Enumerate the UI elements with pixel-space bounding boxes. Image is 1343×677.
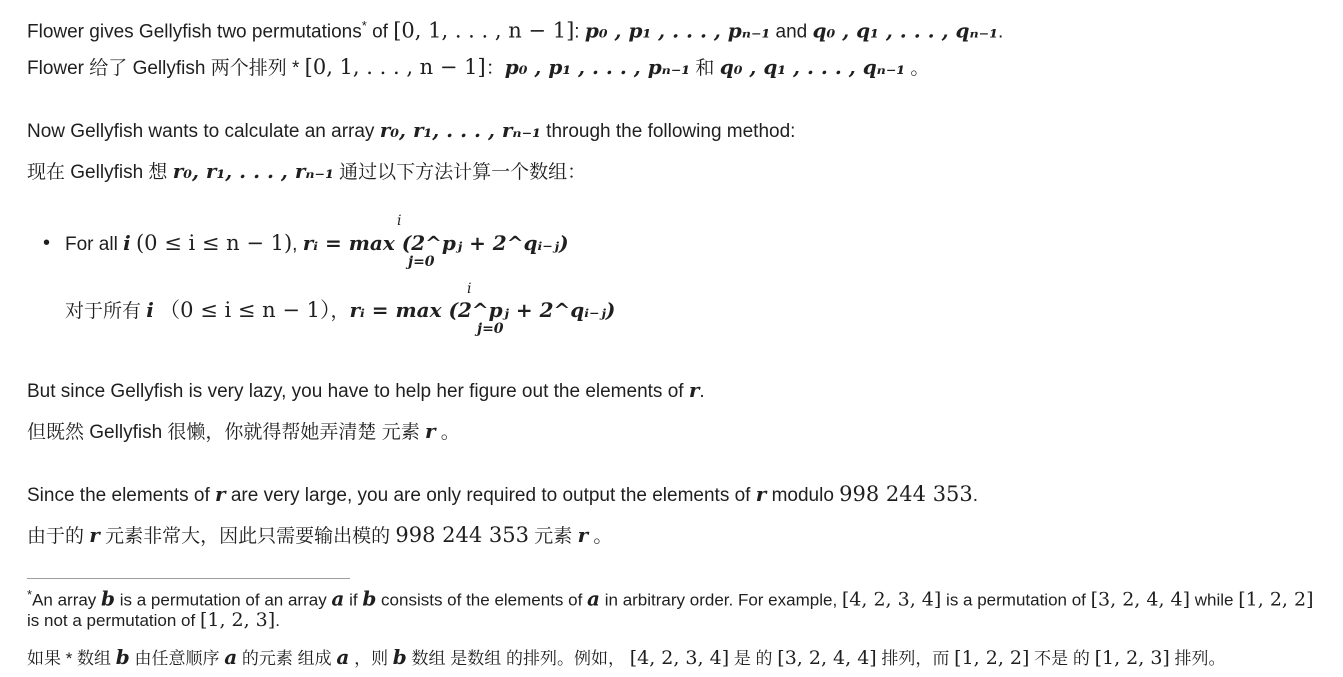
para4-en: [27, 481, 978, 509]
text: ，则: [349, 649, 393, 668]
math-modulus: 998 244 353: [839, 482, 973, 506]
max-upper-limit: i: [467, 281, 472, 297]
text: Since the elements of: [27, 485, 215, 506]
bullet-en: [65, 230, 569, 258]
text: 但既然 Gellyfish 很懒，你就得帮她弄清楚 元素: [27, 422, 425, 443]
text: ，: [330, 301, 350, 322]
para1-en: [27, 13, 1003, 45]
math-r: r: [577, 523, 589, 547]
text: ：: [485, 58, 505, 79]
text: is a permutation of: [941, 590, 1091, 610]
para3-en: [27, 377, 705, 405]
footnote-divider: [27, 578, 350, 579]
text: Flower gives Gellyfish two permutations: [27, 21, 362, 43]
math-a: a: [336, 645, 350, 669]
max-lower-limit: j=0: [477, 321, 504, 337]
para1-zh: [27, 54, 929, 82]
text: and: [770, 21, 813, 43]
text: Flower 给了 Gellyfish 两个排列 *: [27, 58, 305, 79]
math-set: [0, 1, . . . , n − 1]: [304, 55, 486, 79]
footnote-marker: *: [27, 587, 33, 602]
math-r: r: [89, 523, 100, 547]
text: 排列，而: [876, 649, 955, 668]
math-a: a: [224, 645, 238, 669]
math-i: i: [146, 298, 154, 322]
math-example: [4, 2, 3, 4]: [629, 647, 730, 669]
text: 如果 * 数组: [27, 649, 116, 668]
math-r-seq: r₀, r₁, . . . , rₙ₋₁: [172, 159, 334, 183]
footnote-en-line2: [27, 607, 280, 634]
math-r-seq: r₀, r₁, . . . , rₙ₋₁: [379, 118, 541, 142]
text: are very large, you are only required to output the elements of: [225, 485, 756, 506]
math-example: [3, 2, 4, 4]: [1090, 588, 1191, 611]
text: 通过以下方法计算一个数组：: [333, 162, 587, 183]
text: But since Gellyfish is very lazy, you have to help her figure out the elements of: [27, 381, 689, 402]
text: :: [574, 21, 585, 43]
math-q-seq: q₀ , q₁ , . . . , qₙ₋₁: [812, 18, 998, 43]
text: through the following method:: [540, 121, 796, 142]
math-p-seq: p₀ , p₁ , . . . , pₙ₋₁: [504, 55, 691, 79]
bullet-zh: [65, 297, 615, 325]
text: .: [275, 611, 280, 630]
text: 不是 的: [1029, 649, 1095, 668]
para4-zh: [27, 522, 612, 550]
text: 元素: [529, 526, 578, 547]
text: 排列。: [1169, 649, 1226, 668]
math-example: [4, 2, 3, 4]: [841, 588, 942, 611]
text: 是 的: [729, 649, 778, 668]
max-upper-limit: i: [397, 213, 402, 229]
text: is a permutation of an array: [115, 590, 332, 610]
math-r: r: [424, 419, 436, 443]
math-a: a: [587, 586, 601, 611]
math-modulus: 998 244 353: [395, 523, 529, 547]
para2-en: [27, 117, 795, 145]
math-range: (0 ≤ i ≤ n − 1): [135, 231, 293, 255]
max-lower-limit: j=0: [408, 254, 435, 270]
math-q-seq: q₀ , q₁ , . . . , qₙ₋₁: [719, 55, 906, 79]
text: .: [997, 21, 1004, 43]
math-b: b: [101, 586, 116, 611]
math-set: [0, 1, . . . , n − 1]: [393, 18, 575, 43]
math-b: b: [392, 645, 407, 669]
math-example: [3, 2, 4, 4]: [777, 647, 877, 669]
text: 。: [435, 422, 460, 443]
text: .: [699, 381, 705, 402]
text: in arbitrary order. For example,: [600, 590, 842, 610]
text: modulo: [766, 485, 840, 506]
math-formula: rᵢ = max (2^pⱼ + 2^qᵢ₋ⱼ): [302, 231, 569, 255]
math-r: r: [688, 378, 700, 402]
math-i: i: [123, 231, 131, 255]
text: .: [972, 485, 979, 506]
text: of: [366, 21, 394, 43]
bullet-marker: •: [43, 232, 51, 254]
math-b: b: [362, 586, 377, 611]
text: 对于所有: [65, 301, 147, 322]
math-example: [1, 2, 3]: [1094, 647, 1170, 669]
text: is not a permutation of: [27, 611, 200, 630]
text: 。: [588, 526, 613, 547]
text: 元素非常大，因此只需要输出模的: [99, 526, 396, 547]
text: For all: [65, 234, 124, 255]
para3-zh: [27, 418, 460, 446]
text: 现在 Gellyfish 想: [27, 162, 173, 183]
text: 由于的: [27, 526, 90, 547]
math-example: [1, 2, 2]: [1238, 588, 1314, 611]
math-range: （0 ≤ i ≤ n − 1）: [159, 298, 331, 322]
text: while: [1190, 590, 1239, 610]
footnote-marker: *: [361, 18, 367, 33]
math-b: b: [115, 645, 130, 669]
text: An array: [32, 590, 102, 610]
math-example: [1, 2, 3]: [199, 609, 276, 631]
math-a: a: [331, 586, 345, 611]
text: 。: [905, 58, 930, 79]
math-p-seq: p₀ , p₁ , . . . , pₙ₋₁: [584, 18, 771, 43]
text: if: [344, 590, 363, 610]
text: Now Gellyfish wants to calculate an array: [27, 121, 380, 142]
text: 由任意顺序: [129, 649, 225, 668]
math-formula: rᵢ = max (2^pⱼ + 2^qᵢ₋ⱼ): [349, 298, 616, 322]
text: 数组 是数组 的排列。例如，: [406, 649, 630, 668]
text: ,: [292, 234, 303, 255]
math-r: r: [755, 482, 767, 506]
text: 的元素 组成: [237, 649, 337, 668]
footnote-zh: [27, 644, 1226, 672]
math-example: [1, 2, 2]: [954, 647, 1030, 669]
text: consists of the elements of: [376, 590, 588, 610]
math-r: r: [215, 482, 226, 506]
para2-zh: [27, 158, 586, 186]
text: 和: [690, 58, 720, 79]
